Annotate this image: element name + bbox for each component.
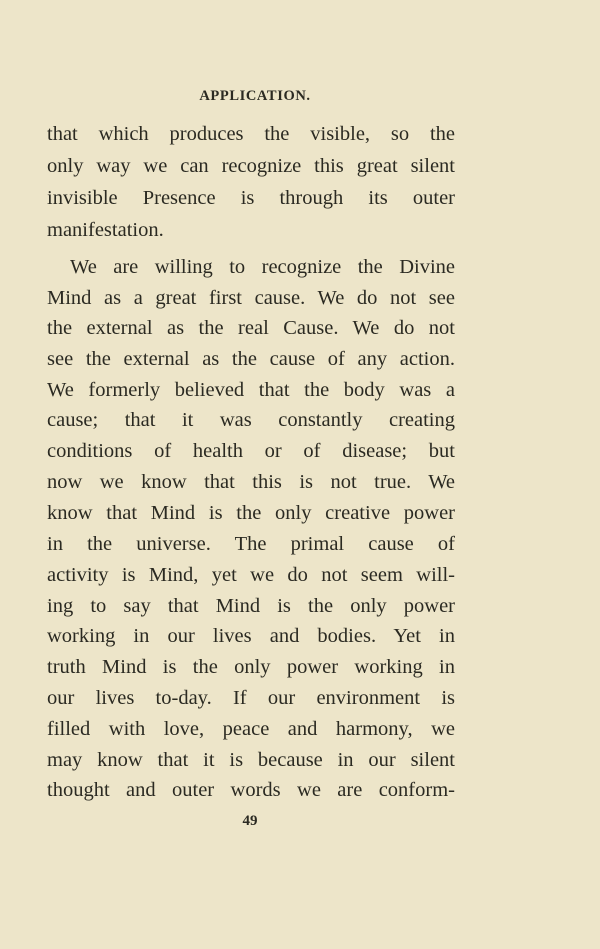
text-line: know that Mind is the only creative power — [47, 502, 455, 524]
running-head: APPLICATION. — [199, 88, 311, 104]
text-line: the external as the real Cause. We do not — [47, 317, 455, 339]
text-line: Mind as a great first cause. We do not see — [47, 287, 455, 309]
text-line: truth Mind is the only power working in — [47, 656, 455, 678]
text-line: may know that it is because in our silent — [47, 749, 455, 771]
text-line: activity is Mind, yet we do not seem will- — [47, 564, 455, 586]
text-line: filled with love, peace and harmony, we — [47, 718, 455, 740]
text-line: We formerly believed that the body was a — [47, 379, 455, 401]
text-line: cause; that it was constantly creating — [47, 409, 455, 431]
text-line: invisible Presence is through its outer — [47, 187, 455, 209]
text-line: thought and outer words we are conform- — [47, 779, 455, 801]
text-line: ing to say that Mind is the only power — [47, 595, 455, 617]
text-line: only way we can recognize this great silent — [47, 155, 455, 177]
text-line: now we know that this is not true. We — [47, 471, 455, 493]
text-line: see the external as the cause of any action. — [47, 348, 455, 370]
page-number: 49 — [242, 813, 258, 829]
text-line: conditions of health or of disease; but — [47, 440, 455, 462]
text-line: We are willing to recognize the Divine — [70, 256, 455, 278]
text-line: manifestation. — [47, 219, 164, 241]
text-line: working in our lives and bodies. Yet in — [47, 625, 455, 647]
text-line: in the universe. The primal cause of — [47, 533, 455, 555]
text-line: our lives to-day. If our environment is — [47, 687, 455, 709]
text-line: that which produces the visible, so the — [47, 123, 455, 145]
